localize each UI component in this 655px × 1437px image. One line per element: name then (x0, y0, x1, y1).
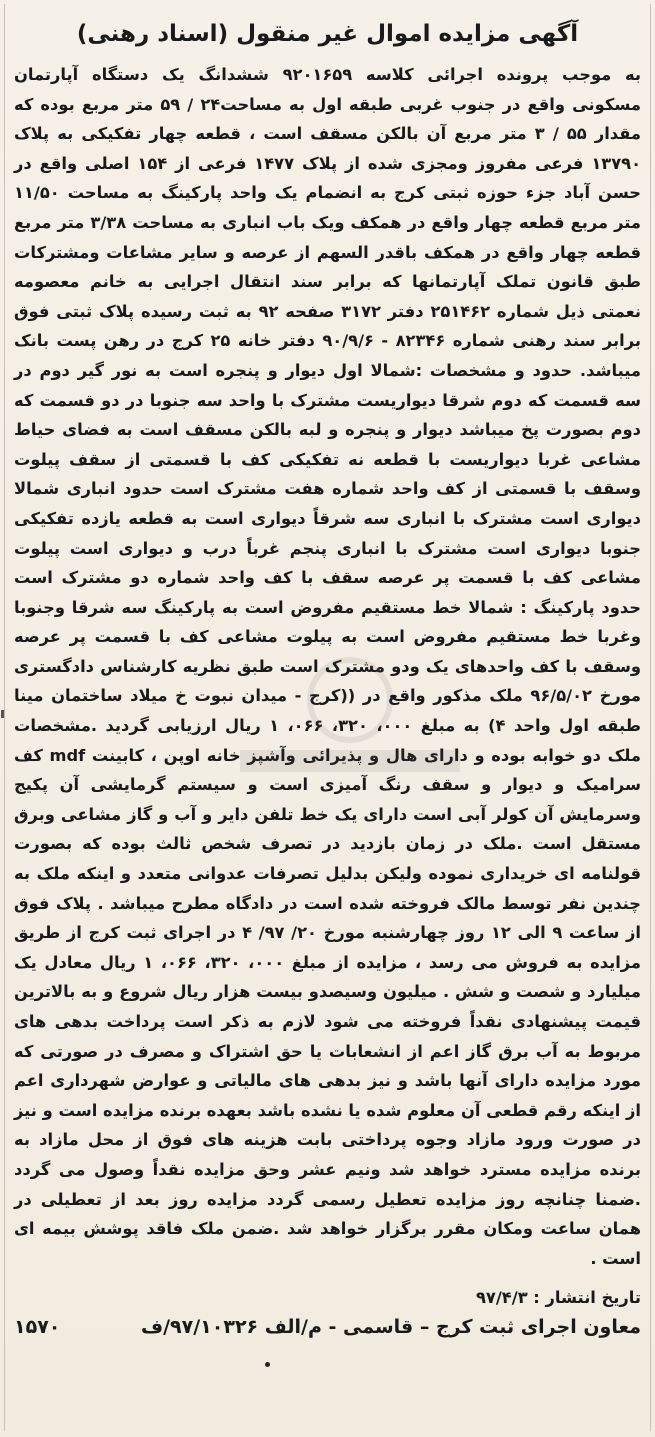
notice-body: به موجب پرونده اجرائی کلاسه ۹۲۰۱۶۵۹ ششدانگ یک دستگاه آپارتمان مسکونی واقع در جنوب غربی طبقه اول به مساحت۲۴ / ۵۹ متر مربع بوده که مقدار ۵۵ / ۳ متر مربع آن بالکن مسقف است ، قطعه چهار تفکیکی به پلاک ۱۳۷۹۰ فرعی مفروز ومجزی شده از پلاک ۱۴۷۷ فرعی از ۱۵۴ اصلی واقع در حسن آباد جزء حوزه ثبتی کرج به انضمام یک واحد پارکینگ به مساحت ۱۱/۵۰ متر مربع قطعه چهار واقع در همکف ویک باب انباری به مساحت ۳/۳۸ متر مربع قطعه چهار واقع در همکف باقدر السهم از عرصه و سایر مشاعات ومشترکات طبق قانون تملک آپارتمانها که برابر سند انتقال اجرایی به خانم معصومه نعمتی ذیل شماره ۲۵۱۴۶۲ دفتر ۳۱۷۲ صفحه ۹۲ به ثبت رسیده پلاک ثبتی فوق برابر سند رهنی شماره ۸۲۳۴۶ - ۹۰/۹/۶ دفتر خانه ۲۵ کرج در رهن پست بانک میباشد. حدود و مشخصات :شمالا اول دیوار و پنجره است به نور گیر دوم در سه قسمت که دوم شرقا دیواریست مشترک با واحد سه جنوبا در دو قسمت که دوم بصورت پخ میباشد دیوار و پنجره و لبه بالکن مسقف است به فضای حیاط مشاعی غربا دیواریست با قطعه نه تفکیکی کف با قسمتی از سقف پیلوت وسقف با قسمتی از کف واحد شماره هفت مشترک است حدود انباری شمالا دیواری است مشترک با انباری سه شرقاً دیواری است به قطعه یازده تفکیکی جنوبا دیواری است مشترک با انباری پنجم غرباً درب و دیواری است پیلوت مشاعی کف با قسمت پر عرصه سقف با کف واحد شماره دو مشترک است حدود پارکینگ : شمالا خط مستقیم مفروض است به پارکینگ سه شرقا وجنوبا وغربا خط مستقیم مفروض است به پیلوت مشاعی کف با قسمت پر عرصه وسقف با کف واحدهای یک ودو مشترک است طبق نظریه کارشناس دادگستری مورخ ۹۶/۵/۰۲ ملک مذکور واقع در ((کرج - میدان نبوت خ میلاد ساختمان مینا طبقه اول واحد ۴) به مبلغ ۰۰۰، ۳۲۰، ۰۶۶، ۱ ریال ارزیابی گردید .مشخصات ملک دو خوابه بوده و دارای هال و پذیرائی وآشپز خانه اوپن ، کابینت mdf کف سرامیک و دیوار و سقف رنگ آمیزی است و سیستم گرمایشی آن پکیج وسرمایش آن کولر آبی است دارای یک خط تلفن دایر و آب و گاز مشاعی وبرق مستقل است .ملک در زمان بازدید در تصرف شخص ثالث بوده که بصورت قولنامه ای خریداری نموده ولیکن بدلیل تصرفات عدوانی متعدد و اینکه ملک به چندین نفر توسط مالک فروخته شده است در دادگاه مطرح میباشد . پلاک فوق از ساعت ۹ الی ۱۲ روز چهارشنبه مورخ ۲۰/ ۹۷/ ۴ در اجرای ثبت کرج از طریق مزایده به فروش می رسد ، مزایده از مبلغ ۰۰۰، ۳۲۰، ۰۶۶، ۱ ریال معادل یک میلیارد و شصت و شش . میلیون وسیصدو بیست هزار ریال شروع و به بالاترین قیمت پیشنهادی نقداً فروخته می شود لازم به ذکر است پرداخت بدهی های مربوط به آب برق گاز اعم از انشعابات یا حق اشتراک و مصرف در صورتی که مورد مزایده دارای آنها باشد و نیز بدهی های مالیاتی و عوارض شهرداری اعم از اینکه رقم قطعی آن معلوم شده یا نشده باشد بعهده برنده مزایده است و نیز در صورت ورود مازاد وجوه پرداختی بابت هزینه های فوق از محل مازاد به برنده مزایده مسترد خواهد شد ونیم عشر وحق مزایده نقداً وصول می گردد .ضمنا چنانچه روز مزایده تعطیل رسمی گردد مزایده روز بعد از تعطیلی در همان ساعت ومکان مقرر برگزار خواهد شد .ضمن ملک فاقد پوشش بیمه ای است . (14, 65, 642, 1268)
ad-code: ۱۵۷۰ (14, 1316, 61, 1339)
margin-tick (1, 710, 4, 718)
notice-footer (14, 1312, 641, 1342)
notice-title: آگهی مزایده اموال غیر منقول (اسناد رهنی) (76, 21, 579, 47)
publish-date: تاریخ انتشار : ۹۷/۴/۳ (475, 1288, 641, 1308)
signature-line: معاون اجرای ثبت کرج – قاسمی - م/الف ۹۷/۱۰۳۲۶/ف (141, 1316, 641, 1339)
dot-mark (265, 1362, 270, 1367)
